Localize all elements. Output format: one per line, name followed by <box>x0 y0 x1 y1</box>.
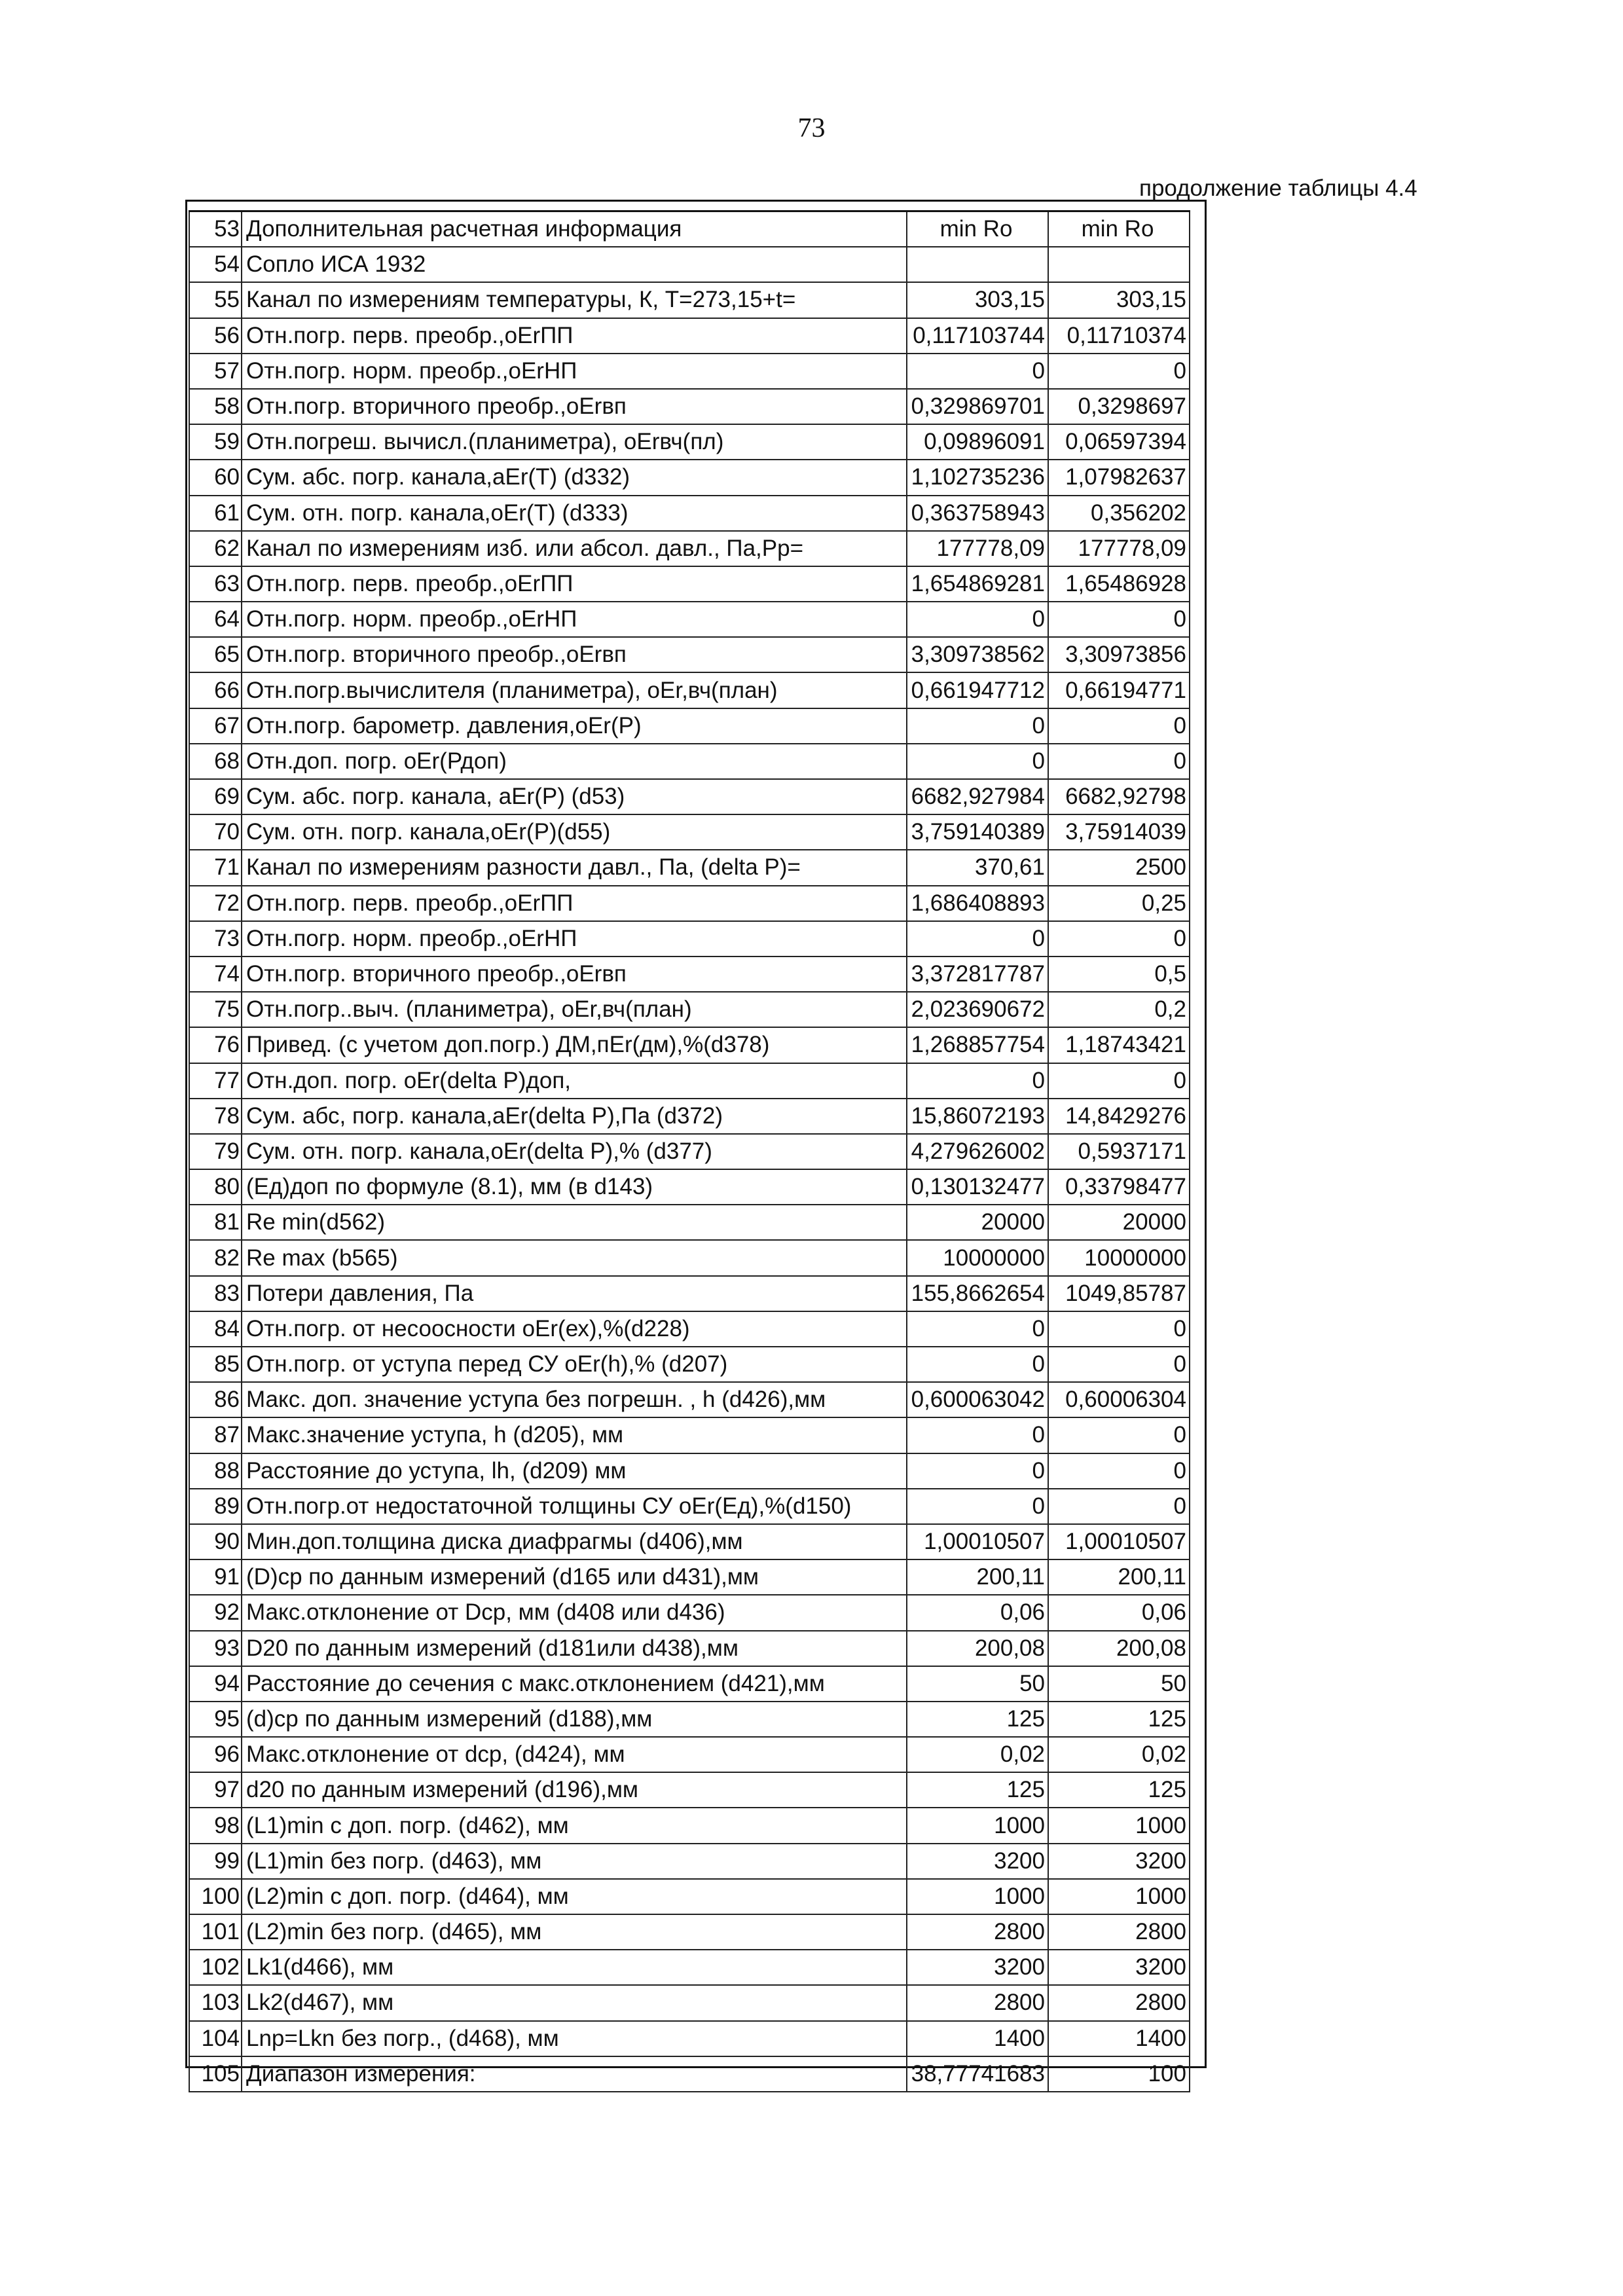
row-number: 74 <box>189 957 242 992</box>
row-label: Отн.погр. перв. преобр.,оЕrПП <box>242 886 907 921</box>
row-value-1: 3,372817787 <box>907 957 1048 992</box>
row-label: (Ед)доп по формуле (8.1), мм (в d143) <box>242 1169 907 1205</box>
row-label: d20 по данным измерений (d196),мм <box>242 1772 907 1808</box>
table-row <box>189 282 1190 318</box>
row-value-2: 303,15 <box>1048 282 1190 318</box>
row-number: 63 <box>189 566 242 602</box>
row-label: Сум. отн. погр. канала,оЕr(Т) (d333) <box>242 496 907 531</box>
table-row <box>189 992 1190 1027</box>
row-value-2: 0,356202 <box>1048 496 1190 531</box>
row-value-1: 0,02 <box>907 1737 1048 1772</box>
row-label: Отн.доп. погр. оЕr(delta P)доп, <box>242 1063 907 1099</box>
row-label: Макс.отклонение от dср, (d424), мм <box>242 1737 907 1772</box>
row-number: 89 <box>189 1489 242 1524</box>
header-col1: min Ro <box>907 211 1048 247</box>
row-value-1: 0,117103744 <box>907 318 1048 354</box>
row-value-2: 14,8429276 <box>1048 1099 1190 1134</box>
row-label: Привед. (с учетом доп.погр.) ДМ,пЕr(дм),%(d378) <box>242 1027 907 1063</box>
row-number: 96 <box>189 1737 242 1772</box>
row-label: (d)ср по данным измерений (d188),мм <box>242 1702 907 1737</box>
row-number: 58 <box>189 389 242 424</box>
row-value-2: 3200 <box>1048 1950 1190 1985</box>
table-row <box>189 1702 1190 1737</box>
row-value-1: 0 <box>907 1489 1048 1524</box>
page-number: 73 <box>797 113 826 143</box>
row-number: 61 <box>189 496 242 531</box>
row-value-1: 0 <box>907 354 1048 389</box>
row-label: D20 по данным измерений (d181или d438),мм <box>242 1631 907 1666</box>
row-label: Отн.погр.от недостаточной толщины СУ оЕr(Ед),%(d150) <box>242 1489 907 1524</box>
row-value-2: 0 <box>1048 708 1190 744</box>
row-value-1: 1,00010507 <box>907 1524 1048 1559</box>
row-label: Отн.погр. перв. преобр.,оЕrПП <box>242 318 907 354</box>
row-value-2: 1000 <box>1048 1808 1190 1843</box>
row-value-2: 100 <box>1048 2056 1190 2092</box>
data-table <box>189 210 1190 2092</box>
row-number: 97 <box>189 1772 242 1808</box>
table-row <box>189 1772 1190 1808</box>
row-value-2: 0 <box>1048 1417 1190 1453</box>
table-row <box>189 1950 1190 1985</box>
row-number: 90 <box>189 1524 242 1559</box>
table-row <box>189 1453 1190 1489</box>
row-value-1: 0,130132477 <box>907 1169 1048 1205</box>
row-label: Отн.погр. перв. преобр.,оЕrПП <box>242 566 907 602</box>
header-title: Дополнительная расчетная информация <box>242 211 907 247</box>
table-row <box>189 1524 1190 1559</box>
row-label: Расстояние до сечения с макс.отклонением (d421),мм <box>242 1666 907 1702</box>
row-number: 68 <box>189 744 242 779</box>
table-row <box>189 1382 1190 1417</box>
row-value-1: 1400 <box>907 2021 1048 2056</box>
row-value-2: 0 <box>1048 1063 1190 1099</box>
table-row <box>189 496 1190 531</box>
row-value-1: 0,363758943 <box>907 496 1048 531</box>
table-row <box>189 389 1190 424</box>
row-value-2: 1049,85787 <box>1048 1276 1190 1311</box>
row-label: Отн.погр. вторичного преобр.,оЕrвп <box>242 637 907 672</box>
row-value-2: 10000000 <box>1048 1240 1190 1275</box>
row-value-1: 50 <box>907 1666 1048 1702</box>
row-value-1: 125 <box>907 1772 1048 1808</box>
row-label: (L2)min с доп. погр. (d464), мм <box>242 1879 907 1914</box>
table-row <box>189 1666 1190 1702</box>
table-row <box>189 1027 1190 1063</box>
row-label: Мин.доп.толщина диска диафрагмы (d406),мм <box>242 1524 907 1559</box>
row-value-2: 177778,09 <box>1048 531 1190 566</box>
row-label: Канал по измерениям температуры, К, T=273,15+t= <box>242 282 907 318</box>
table-row <box>189 460 1190 495</box>
row-label: Сум. абс. погр. канала,аЕr(Т) (d332) <box>242 460 907 495</box>
row-value-1: 0 <box>907 1347 1048 1382</box>
row-label: (L1)min с доп. погр. (d462), мм <box>242 1808 907 1843</box>
row-value-2: 3,30973856 <box>1048 637 1190 672</box>
row-value-1: 0 <box>907 921 1048 957</box>
row-label: Сум. отн. погр. канала,оЕr(Р)(d55) <box>242 814 907 850</box>
row-label: Отн.погр. норм. преобр.,оЕrНП <box>242 921 907 957</box>
row-value-1: 0 <box>907 1453 1048 1489</box>
continuation-label: продолжение таблицы 4.4 <box>1139 175 1417 201</box>
row-value-1: 0,09896091 <box>907 424 1048 460</box>
row-value-1: 1000 <box>907 1879 1048 1914</box>
row-value-2: 1400 <box>1048 2021 1190 2056</box>
row-value-2: 50 <box>1048 1666 1190 1702</box>
row-number: 100 <box>189 1879 242 1914</box>
row-value-1: 10000000 <box>907 1240 1048 1275</box>
table-row <box>189 672 1190 708</box>
row-value-1: 2800 <box>907 1914 1048 1950</box>
row-number: 82 <box>189 1240 242 1275</box>
table-row <box>189 1099 1190 1134</box>
row-value-2: 1,18743421 <box>1048 1027 1190 1063</box>
row-value-1: 303,15 <box>907 282 1048 318</box>
row-number: 54 <box>189 247 242 282</box>
row-number: 72 <box>189 886 242 921</box>
row-value-2: 0,11710374 <box>1048 318 1190 354</box>
table-row <box>189 1985 1190 2020</box>
row-value-2: 3,75914039 <box>1048 814 1190 850</box>
row-number: 79 <box>189 1134 242 1169</box>
row-label: Сопло ИСА 1932 <box>242 247 907 282</box>
row-number: 78 <box>189 1099 242 1134</box>
row-value-2: 0,2 <box>1048 992 1190 1027</box>
table-row <box>189 1489 1190 1524</box>
row-value-1: 1000 <box>907 1808 1048 1843</box>
row-value-1 <box>907 247 1048 282</box>
row-label: Lk2(d467), мм <box>242 1985 907 2020</box>
row-value-1: 0,600063042 <box>907 1382 1048 1417</box>
row-value-2: 0,66194771 <box>1048 672 1190 708</box>
row-value-2: 0 <box>1048 1453 1190 1489</box>
row-value-1: 0 <box>907 708 1048 744</box>
row-label: Отн.доп. погр. оЕr(Рдоп) <box>242 744 907 779</box>
row-number: 94 <box>189 1666 242 1702</box>
header-col2: min Ro <box>1048 211 1190 247</box>
table-row <box>189 531 1190 566</box>
row-value-2: 1,07982637 <box>1048 460 1190 495</box>
table-row <box>189 1063 1190 1099</box>
row-number: 98 <box>189 1808 242 1843</box>
row-number: 81 <box>189 1205 242 1240</box>
row-label: Отн.погр. норм. преобр.,оЕrНП <box>242 602 907 637</box>
row-number: 99 <box>189 1844 242 1879</box>
table-row <box>189 814 1190 850</box>
row-label: Отн.погр. барометр. давления,оЕr(Р) <box>242 708 907 744</box>
row-value-2: 125 <box>1048 1772 1190 1808</box>
row-label: Макс. доп. значение уступа без погрешн. , h (d426),мм <box>242 1382 907 1417</box>
row-value-2: 0 <box>1048 1347 1190 1382</box>
row-label: Канал по измерениям изб. или абсол. давл., Па,Рр= <box>242 531 907 566</box>
row-label: (D)ср по данным измерений (d165 или d431),мм <box>242 1559 907 1595</box>
table-row <box>189 779 1190 814</box>
row-value-1: 155,8662654 <box>907 1276 1048 1311</box>
table-row <box>189 1311 1190 1347</box>
row-number: 75 <box>189 992 242 1027</box>
row-value-2: 0,25 <box>1048 886 1190 921</box>
row-label: Отн.погр. от уступа перед СУ оЕr(h),% (d207) <box>242 1347 907 1382</box>
row-label: Lnp=Lkn без погр., (d468), мм <box>242 2021 907 2056</box>
table-row <box>189 247 1190 282</box>
row-label: Lk1(d466), мм <box>242 1950 907 1985</box>
row-value-2: 1,00010507 <box>1048 1524 1190 1559</box>
row-value-2: 0,33798477 <box>1048 1169 1190 1205</box>
row-number: 71 <box>189 850 242 885</box>
row-value-2: 0,06 <box>1048 1595 1190 1630</box>
row-value-1: 6682,927984 <box>907 779 1048 814</box>
row-value-1: 20000 <box>907 1205 1048 1240</box>
row-number: 60 <box>189 460 242 495</box>
row-label: Отн.погр..выч. (планиметра), оЕr,вч(план) <box>242 992 907 1027</box>
row-value-2: 200,08 <box>1048 1631 1190 1666</box>
row-label: Re min(d562) <box>242 1205 907 1240</box>
table-row <box>189 850 1190 885</box>
row-number: 67 <box>189 708 242 744</box>
table-row <box>189 957 1190 992</box>
row-number: 104 <box>189 2021 242 2056</box>
row-number: 105 <box>189 2056 242 2092</box>
row-label: Сум. абс, погр. канала,аЕr(delta P),Па (d372) <box>242 1099 907 1134</box>
row-value-1: 1,654869281 <box>907 566 1048 602</box>
row-value-2: 0,02 <box>1048 1737 1190 1772</box>
table-row <box>189 318 1190 354</box>
row-value-1: 15,86072193 <box>907 1099 1048 1134</box>
row-label: Сум. абс. погр. канала, аЕr(Р) (d53) <box>242 779 907 814</box>
row-value-2: 0 <box>1048 1311 1190 1347</box>
row-value-2: 0 <box>1048 602 1190 637</box>
row-value-2: 2800 <box>1048 1914 1190 1950</box>
row-value-2: 200,11 <box>1048 1559 1190 1595</box>
row-label: Макс.значение уступа, h (d205), мм <box>242 1417 907 1453</box>
row-label: Сум. отн. погр. канала,оЕr(delta P),% (d377) <box>242 1134 907 1169</box>
table-row <box>189 1240 1190 1275</box>
row-value-2: 20000 <box>1048 1205 1190 1240</box>
table-header-row <box>189 211 1190 247</box>
row-number: 76 <box>189 1027 242 1063</box>
table-row <box>189 1879 1190 1914</box>
table-row <box>189 1808 1190 1843</box>
row-value-1: 200,08 <box>907 1631 1048 1666</box>
row-value-1: 4,279626002 <box>907 1134 1048 1169</box>
row-value-1: 370,61 <box>907 850 1048 885</box>
row-value-1: 0,06 <box>907 1595 1048 1630</box>
row-label: Отн.погреш. вычисл.(планиметра), оЕrвч(пл) <box>242 424 907 460</box>
row-value-1: 1,686408893 <box>907 886 1048 921</box>
table-row <box>189 354 1190 389</box>
row-label: (L1)min без погр. (d463), мм <box>242 1844 907 1879</box>
row-value-1: 0,661947712 <box>907 672 1048 708</box>
row-value-1: 1,268857754 <box>907 1027 1048 1063</box>
row-value-2: 0 <box>1048 1489 1190 1524</box>
row-value-2: 6682,92798 <box>1048 779 1190 814</box>
table-row <box>189 1559 1190 1595</box>
row-number: 87 <box>189 1417 242 1453</box>
row-label: Потери давления, Па <box>242 1276 907 1311</box>
row-value-2: 0,60006304 <box>1048 1382 1190 1417</box>
table-row <box>189 637 1190 672</box>
row-number: 56 <box>189 318 242 354</box>
row-value-2: 0,5 <box>1048 957 1190 992</box>
row-number: 73 <box>189 921 242 957</box>
row-number: 88 <box>189 1453 242 1489</box>
table-row <box>189 744 1190 779</box>
row-label: Отн.погр. от несоосности оЕr(ех),%(d228) <box>242 1311 907 1347</box>
row-label: Расстояние до уступа, lh, (d209) мм <box>242 1453 907 1489</box>
row-value-2: 1000 <box>1048 1879 1190 1914</box>
row-value-2 <box>1048 247 1190 282</box>
row-value-1: 125 <box>907 1702 1048 1737</box>
row-number: 80 <box>189 1169 242 1205</box>
table-row <box>189 424 1190 460</box>
row-value-1: 0 <box>907 1417 1048 1453</box>
row-number: 101 <box>189 1914 242 1950</box>
row-value-1: 3,309738562 <box>907 637 1048 672</box>
row-value-1: 0 <box>907 744 1048 779</box>
row-number: 57 <box>189 354 242 389</box>
row-value-1: 177778,09 <box>907 531 1048 566</box>
row-value-2: 0 <box>1048 744 1190 779</box>
row-number: 95 <box>189 1702 242 1737</box>
row-number: 77 <box>189 1063 242 1099</box>
table-row <box>189 1737 1190 1772</box>
row-value-1: 200,11 <box>907 1559 1048 1595</box>
row-number: 84 <box>189 1311 242 1347</box>
table-row <box>189 1134 1190 1169</box>
table-row <box>189 1595 1190 1630</box>
row-number: 62 <box>189 531 242 566</box>
row-number: 69 <box>189 779 242 814</box>
row-label: Отн.погр. вторичного преобр.,оЕrвп <box>242 957 907 992</box>
row-number: 103 <box>189 1985 242 2020</box>
row-value-1: 0 <box>907 1063 1048 1099</box>
row-label: Отн.погр. норм. преобр.,оЕrНП <box>242 354 907 389</box>
table-row <box>189 602 1190 637</box>
row-number: 102 <box>189 1950 242 1985</box>
row-number: 83 <box>189 1276 242 1311</box>
row-value-1: 0,329869701 <box>907 389 1048 424</box>
row-value-1: 2800 <box>907 1985 1048 2020</box>
table-row <box>189 1276 1190 1311</box>
row-value-2: 125 <box>1048 1702 1190 1737</box>
row-number: 55 <box>189 282 242 318</box>
header-row-number: 53 <box>189 211 242 247</box>
table-row <box>189 1169 1190 1205</box>
row-label: Канал по измерениям разности давл., Па, (delta P)= <box>242 850 907 885</box>
row-value-1: 0 <box>907 1311 1048 1347</box>
table-row <box>189 1205 1190 1240</box>
row-number: 86 <box>189 1382 242 1417</box>
row-value-1: 2,023690672 <box>907 992 1048 1027</box>
table-row <box>189 566 1190 602</box>
table-row <box>189 1914 1190 1950</box>
table-row <box>189 1844 1190 1879</box>
table-row <box>189 2056 1190 2092</box>
row-number: 65 <box>189 637 242 672</box>
table-body <box>189 211 1190 2092</box>
row-value-2: 0,06597394 <box>1048 424 1190 460</box>
row-value-1: 1,102735236 <box>907 460 1048 495</box>
row-value-2: 2800 <box>1048 1985 1190 2020</box>
row-value-2: 0,5937171 <box>1048 1134 1190 1169</box>
table-row <box>189 886 1190 921</box>
row-label: (L2)min без погр. (d465), мм <box>242 1914 907 1950</box>
table-row <box>189 1631 1190 1666</box>
table-row <box>189 708 1190 744</box>
row-label: Re max (b565) <box>242 1240 907 1275</box>
row-number: 64 <box>189 602 242 637</box>
row-value-2: 0 <box>1048 354 1190 389</box>
row-label: Отн.погр.вычислителя (планиметра), оЕr,вч(план) <box>242 672 907 708</box>
row-number: 85 <box>189 1347 242 1382</box>
row-value-2: 0,3298697 <box>1048 389 1190 424</box>
row-value-1: 3,759140389 <box>907 814 1048 850</box>
row-label: Отн.погр. вторичного преобр.,оЕrвп <box>242 389 907 424</box>
row-number: 59 <box>189 424 242 460</box>
row-value-2: 3200 <box>1048 1844 1190 1879</box>
table-row <box>189 921 1190 957</box>
table-row <box>189 1347 1190 1382</box>
row-value-1: 38,77741683 <box>907 2056 1048 2092</box>
table-row <box>189 1417 1190 1453</box>
row-value-1: 0 <box>907 602 1048 637</box>
row-number: 91 <box>189 1559 242 1595</box>
row-number: 66 <box>189 672 242 708</box>
table-row <box>189 2021 1190 2056</box>
row-value-2: 1,65486928 <box>1048 566 1190 602</box>
row-value-2: 2500 <box>1048 850 1190 885</box>
row-value-1: 3200 <box>907 1950 1048 1985</box>
row-label: Диапазон измерения: <box>242 2056 907 2092</box>
row-label: Макс.отклонение от Dср, мм (d408 или d436) <box>242 1595 907 1630</box>
row-number: 93 <box>189 1631 242 1666</box>
row-number: 92 <box>189 1595 242 1630</box>
row-number: 70 <box>189 814 242 850</box>
row-value-1: 3200 <box>907 1844 1048 1879</box>
row-value-2: 0 <box>1048 921 1190 957</box>
